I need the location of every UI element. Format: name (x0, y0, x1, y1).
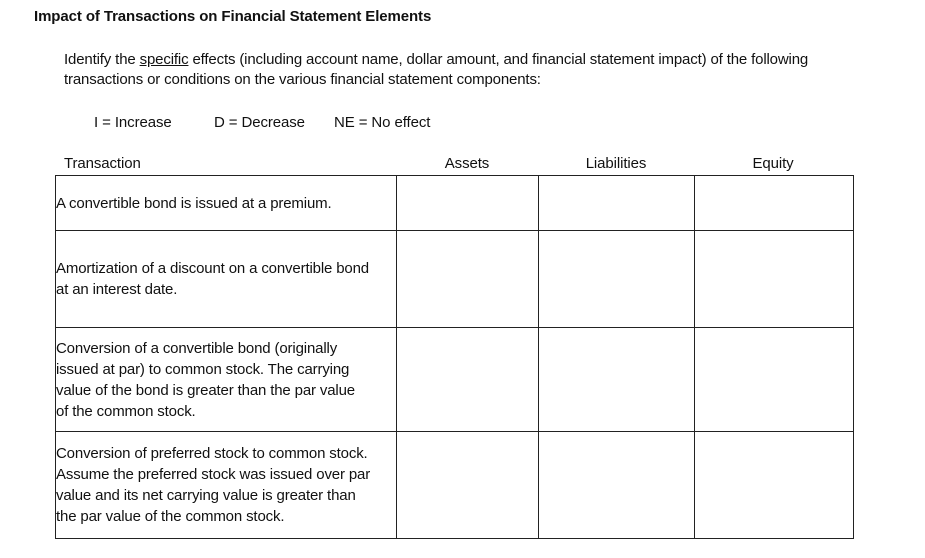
transaction-description (56, 231, 397, 328)
assets-cell[interactable] (397, 176, 539, 231)
description-line: value of the bond is greater than the par value (56, 381, 355, 399)
instructions-emphasis: specific (139, 51, 189, 68)
legend-decrease: D = Decrease (214, 114, 305, 131)
column-header-liabilities: Liabilities (585, 155, 647, 172)
assets-cell[interactable] (397, 432, 539, 539)
table-row (56, 231, 854, 328)
legend-no-effect: NE = No effect (334, 114, 431, 131)
column-header-equity: Equity (752, 155, 794, 172)
table-row (56, 432, 854, 539)
description-line: Assume the preferred stock was issued over par (56, 466, 371, 483)
table-row (56, 328, 854, 432)
transaction-description (56, 176, 397, 231)
page-title: Impact of Transactions on Financial Statement Elements (34, 8, 432, 25)
equity-cell[interactable] (695, 176, 854, 231)
column-header-assets: Assets (444, 155, 490, 172)
instructions-text (64, 50, 854, 90)
assets-cell[interactable] (397, 328, 539, 432)
liabilities-cell[interactable] (539, 231, 695, 328)
description-line: at an interest date. (56, 281, 178, 298)
description-line: Amortization of a discount on a convertible bond (56, 260, 369, 277)
liabilities-cell[interactable] (539, 328, 695, 432)
equity-cell[interactable] (695, 432, 854, 539)
equity-cell[interactable] (695, 328, 854, 432)
liabilities-cell[interactable] (539, 176, 695, 231)
description-line: the par value of the common stock. (56, 508, 285, 525)
instructions-after: effects (including account name, dollar amount, and financial statement impact) of the following transactions or conditions on the various financial statement components: (64, 51, 809, 88)
description-line: Conversion of a convertible bond (originally (56, 339, 338, 357)
liabilities-cell[interactable] (539, 432, 695, 539)
legend-increase: I = Increase (94, 114, 172, 131)
description-line: A convertible bond is issued at a premium. (56, 194, 332, 212)
description-line: Conversion of preferred stock to common stock. (56, 445, 368, 462)
description-line: issued at par) to common stock. The carrying (56, 360, 350, 378)
instructions-before: Identify the (64, 51, 140, 68)
description-line: of the common stock. (56, 402, 196, 420)
transactions-table (55, 175, 854, 539)
transaction-description (56, 328, 397, 432)
table-row (56, 176, 854, 231)
equity-cell[interactable] (695, 231, 854, 328)
description-line: value and its net carrying value is greater than (56, 487, 356, 504)
column-header-transaction: Transaction (64, 155, 141, 172)
transaction-description (56, 432, 397, 539)
assets-cell[interactable] (397, 231, 539, 328)
